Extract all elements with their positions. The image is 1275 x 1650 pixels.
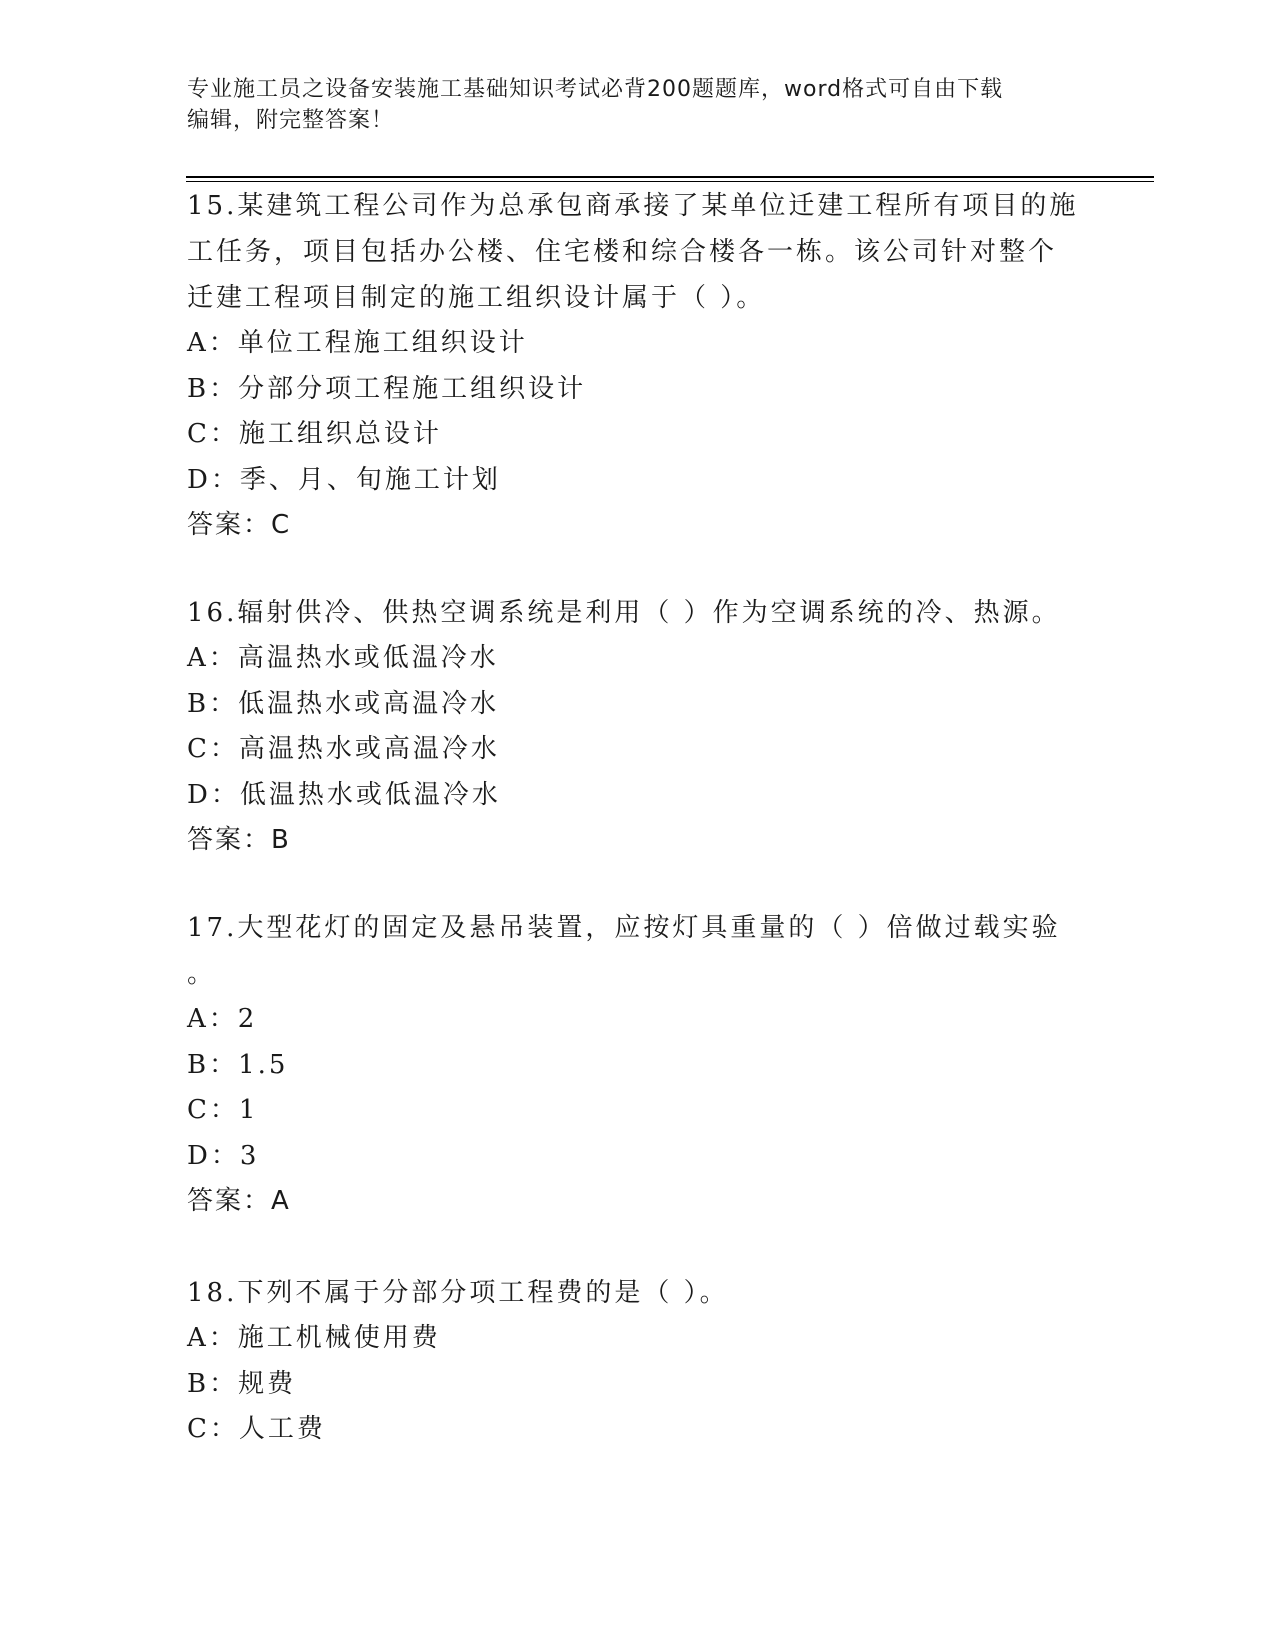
question-stem-line: 15.某建筑工程公司作为总承包商承接了某单位迁建工程所有项目的施 <box>187 191 1079 221</box>
option-b: B：规费 <box>187 1368 297 1399</box>
answer-line: 答案：A <box>187 1186 291 1216</box>
option-b: B：分部分项工程施工组织设计 <box>187 373 587 404</box>
question-15 <box>187 183 1087 548</box>
question-18 <box>187 1270 1087 1453</box>
option-c: C：人工费 <box>187 1414 326 1444</box>
option-a: A：施工机械使用费 <box>187 1323 441 1353</box>
option-d: D：3 <box>187 1140 260 1171</box>
header-divider-thick <box>186 176 1154 178</box>
question-17 <box>187 905 1087 1224</box>
header-line-2: 编辑，附完整答案！ <box>187 108 395 133</box>
question-16 <box>187 590 1087 863</box>
question-stem-line: 18.下列不属于分部分项工程费的是（ ）。 <box>187 1278 729 1308</box>
answer-line: 答案：B <box>187 825 291 855</box>
question-stem-line: 迁建工程项目制定的施工组织设计属于（ ）。 <box>187 283 766 313</box>
question-stem-line: 17.大型花灯的固定及悬吊装置，应按灯具重量的（ ）倍做过载实验 <box>187 913 1061 943</box>
option-a: A：单位工程施工组织设计 <box>187 328 528 358</box>
header-divider-thin <box>186 181 1154 182</box>
document-header <box>187 74 1087 136</box>
option-b: B：低温热水或高温冷水 <box>187 688 500 719</box>
answer-line: 答案：C <box>187 510 292 540</box>
question-stem-line: 16.辐射供冷、供热空调系统是利用（ ）作为空调系统的冷、热源。 <box>187 598 1061 628</box>
header-line-1: 专业施工员之设备安装施工基础知识考试必背200题题库，word格式可自由下载 <box>187 77 1004 102</box>
option-d: D：季、月、旬施工计划 <box>187 464 501 495</box>
question-stem-line: 工任务，项目包括办公楼、住宅楼和综合楼各一栋。该公司针对整个 <box>187 237 1058 267</box>
question-stem-line: 。 <box>187 959 217 989</box>
option-d: D：低温热水或低温冷水 <box>187 779 501 810</box>
option-b: B：1.5 <box>187 1049 289 1080</box>
option-c: C：1 <box>187 1095 259 1125</box>
option-a: A：2 <box>187 1004 258 1034</box>
option-c: C：高温热水或高温冷水 <box>187 734 500 764</box>
option-c: C：施工组织总设计 <box>187 419 442 449</box>
option-a: A：高温热水或低温冷水 <box>187 643 499 673</box>
